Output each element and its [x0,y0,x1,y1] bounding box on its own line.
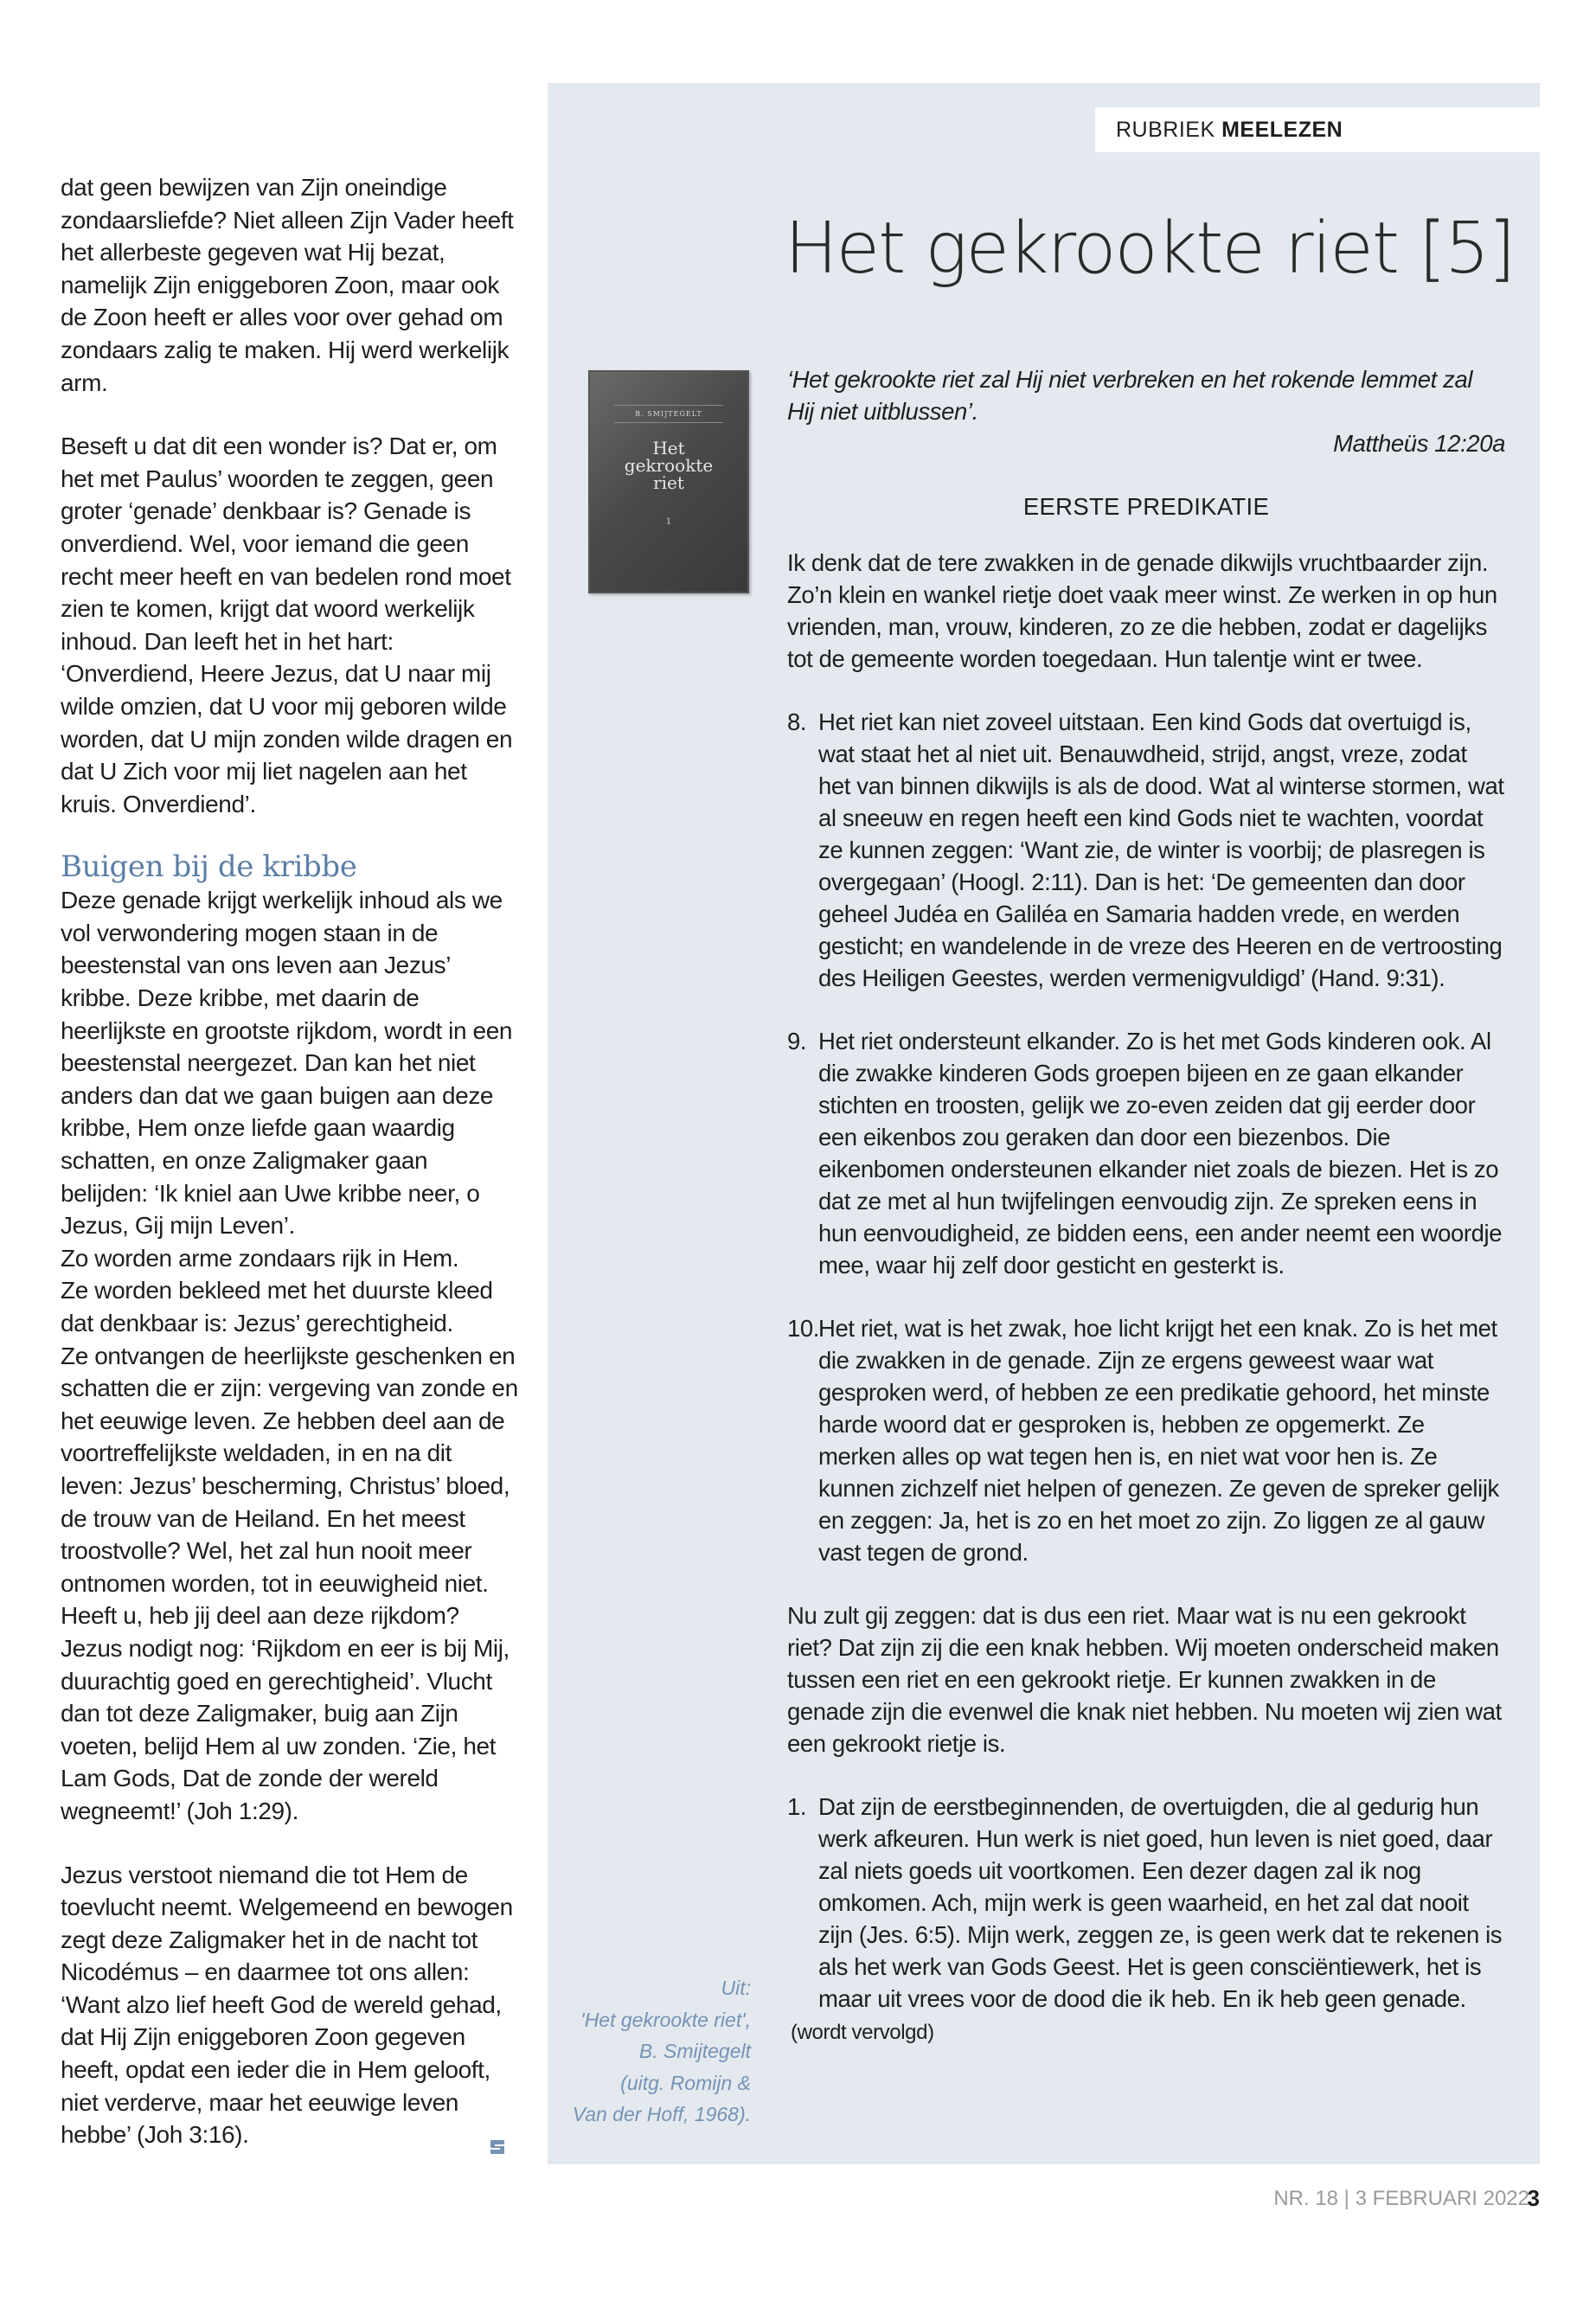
list-item-text: Dat zijn de eerstbeginnenden, de overtuigden, die al gedurig hun werk afkeuren. Hun werk is niet goed, hun leven is niet goed, daar zal niets goeds uit voortkomen. Een dezer dagen zal ik nog omkomen. Ach, mijn werk is geen waarheid, en het zal dat nooit zijn (Jes. 6:5). Mijn werk, zeggen ze, is geen werk dat te rekenen is als het werk van Gods Geest. Het is geen consciëntiewerk, het is maar uit vrees voor de dood die ik heb. En ik heb geen genade. [818,1793,1503,2012]
left-paragraph-3: Deze genade krijgt werkelijk inhoud als we vol verwondering mogen staan in de beestenstal van ons leven aan Jezus’ kribbe. Deze kribbe, met daarin de heerlijkste en grootste rijkdom, wordt in een beestenstal neergezet. Dan kan het niet anders dan dat we gaan buigen aan deze kribbe, Hem onze liefde gaan waardig schatten, en onze Zaligmaker gaan belijden: ‘Ik kniel aan Uwe kribbe neer, o Jezus, Gij mijn Leven’. [61,887,513,1240]
page-number: 3 [1527,2185,1540,2211]
article-title-text: Het gekrookte riet [785,208,1398,290]
book-title-line-2: gekrookte [624,455,714,476]
book-caption [554,1972,751,2131]
left-paragraph-7: Heeft u, heb jij deel aan deze rijkdom? Jezus nodigt nog: ‘Rijkdom en eer is bij Mij, duurachtig goed en gerechtigheid’. Vlucht dan tot deze Zaligmaker, buig aan Zijn voeten, belijd Hem al uw zonden. ‘Zie, het Lam Gods, Dat de zonde der wereld wegneemt!’ (Joh 1:29). [61,1602,510,1824]
list-item-text: Het riet kan niet zoveel uitstaan. Een kind Gods dat overtuigd is, wat staat het al niet uit. Benauwdheid, strijd, angst, vreze, zodat het van binnen dikwijls is als de dood. Wat al winterse stormen, wat al sneeuw en regen heeft een kind Gods niet te wachten, voordat ze kunnen zeggen: ‘Want zie, de winter is voorbij; de plasregen is overgegaan’ (Hoogl. 2:11). Dan is het: ‘De gemeenten dan door geheel Judéa en Galiléa en Samaria hadden vrede, en werden gesticht; en wandelende in de vreze des Heeren en de vertroosting des Heiligen Geestes, werden vermenigvuldigd’ (Hand. 9:31). [818,708,1504,991]
to-be-continued: (wordt vervolgd) [791,2021,934,2044]
book-rule-bottom [614,422,723,423]
rubriek-name: MEELEZEN [1221,118,1343,142]
quote-reference: Mattheüs 12:20a [1333,430,1505,457]
book-rule-top [614,405,723,406]
book-author: B. SMIJTEGELT [635,410,702,418]
left-paragraph-8: Jezus verstoot niemand die tot Hem de toevlucht neemt. Welgemeend en bewogen zegt deze Zaligmaker het in de nacht tot Nicodémus – en daarmee tot ons allen: ‘Want alzo lief heeft God de wereld gehad, dat Hij Zijn eniggeboren Zoon gegeven heeft, opdat een ieder die in Hem gelooft, niet verderve, maar het eeuwige leven hebbe’ (Joh 3:16). [61,1861,513,2149]
left-paragraph-4: Zo worden arme zondaars rijk in Hem. [61,1244,459,1272]
list-item [787,1791,1505,2015]
book-title [588,439,749,491]
rubriek-prefix: RUBRIEK [1116,118,1215,142]
left-paragraph-6: Ze ontvangen de heerlijkste geschenken en schatten die er zijn: vergeving van zonde en het eeuwige leven. Ze hebben deel aan de voortreffelijkste weldaden, in en na dit leven: Jezus’ bescherming, Christus’ bloed, de trouw van de Heiland. En het meest troostvolle? Wel, het zal hun nooit meer ontnomen worden, tot in eeuwigheid niet. [61,1342,518,1597]
list-item [787,706,1505,994]
list-item [787,1025,1505,1281]
list-item-number: 9. [787,1028,807,1054]
rubriek-label [1095,107,1540,152]
subheading: EERSTE PREDIKATIE [1022,493,1270,520]
article-title [785,206,1514,292]
caption-line-2: 'Het gekrookte riet', [580,2008,751,2031]
left-paragraph-2: Beseft u dat dit een wonder is? Dat er, om het met Paulus’ woorden te zeggen, geen groter ‘genade’ denkbaar is? Genade is onverdiend. Wel, voor iemand die geen recht meer heeft en van bedelen rond moet zien te komen, krijgt dat woord werkelijk inhoud. Dan leeft het in het hart: ‘Onverdiend, Heere Jezus, dat U naar mij wilde omzien, dat U voor mij geboren wilde worden, dat U mijn zonden wilde dragen en dat U Zich voor mij liet nagelen aan het kruis. Onverdiend’. [61,433,513,817]
bible-quote: ‘Het gekrookte riet zal Hij niet verbreken en het rokende lemmet zal Hij niet uitblussen’. [787,366,1473,425]
caption-line-3: B. Smijtegelt [638,2040,751,2062]
list-item-number: 10. [787,1315,820,1342]
book-title-line-3: riet [653,472,684,493]
article-body [787,363,1505,2048]
caption-line-1: Uit: [721,1977,751,1999]
list-item-text: Het riet, wat is het zwak, hoe licht krijgt het een knak. Zo is het met die zwakken in de genade. Zijn ze ergens geweest waar wat gesproken werd, of hebben ze een predikatie gehoord, het minste harde woord dat er gesproken is, hebben ze opgemerkt. Ze merken alles op wat tegen hen is, en niet wat voor hen is. Ze kunnen zichzelf niet helpen of genezen. Ze geven de spreker gelijk en zeggen: Ja, het is zo en het moet zo zijn. Zo liggen ze al gauw vast tegen de grond. [818,1315,1499,1566]
caption-line-4: (uitg. Romijn & [620,2071,751,2094]
article-part-number: [5] [1419,208,1515,290]
section-heading: Buigen bij de kribbe [61,849,357,885]
book-title-line-1: Het [652,438,685,458]
book-cover-image [588,370,749,593]
left-column [61,171,519,2151]
caption-line-5: Van der Hoff, 1968). [572,2103,751,2125]
left-paragraph-1: dat geen bewijzen van Zijn oneindige zondaarsliefde? Niet alleen Zijn Vader heeft het allerbeste gegeven wat Hij bezat, namelijk Zijn eniggeboren Zoon, maar ook de Zoon heeft er alles voor over gehad om zondaars zalig te maken. Hij werd werkelijk arm. [61,174,514,396]
end-mark-icon [487,2137,508,2157]
list-item-number: 1. [787,1793,807,1820]
list-item-text: Het riet ondersteunt elkander. Zo is het met Gods kinderen ook. Al die zwakke kinderen Gods groepen bijeen en ze gaan elkander stichten en troosten, gelijk we zo-even zeiden dat gij eerder door een eikenbos zou geraken dan door een biezenbos. Die eikenbomen ondersteunen elkander niet zoals de biezen. Het is zo dat ze met al hun twijfelingen eenvoudig zijn. Ze spreken eens in hun eenvoudigheid, ze bidden eens, een ander neemt een woordje mee, waar hij zelf door gesticht en gesterkt is. [818,1028,1503,1279]
list-item-number: 8. [787,708,807,735]
book-volume: 1 [665,517,672,527]
issue-info: NR. 18 | 3 FEBRUARI 2022 [1273,2187,1529,2210]
middle-paragraph: Nu zult gij zeggen: dat is dus een riet. Maar wat is nu een gekrookt riet? Dat zijn zij die een knak hebben. Wij moeten onderscheid maken tussen een riet en een gekrookt rietje. Er kunnen zwakken in de genade zijn die evenwel die knak niet hebben. Nu moeten wij zien wat een gekrookt rietje is. [787,1602,1502,1757]
intro-paragraph: Ik denk dat de tere zwakken in de genade dikwijls vruchtbaarder zijn. Zo’n klein en wankel rietje doet vaak meer winst. Ze werken in op hun vrienden, man, vrouw, kinderen, zo ze die hebben, zodat er dagelijks tot de gemeente worden toegedaan. Hun talentje wint er twee. [787,549,1497,672]
left-paragraph-5: Ze worden bekleed met het duurste kleed dat denkbaar is: Jezus’ gerechtigheid. [61,1277,493,1336]
list-item [787,1312,1505,1568]
